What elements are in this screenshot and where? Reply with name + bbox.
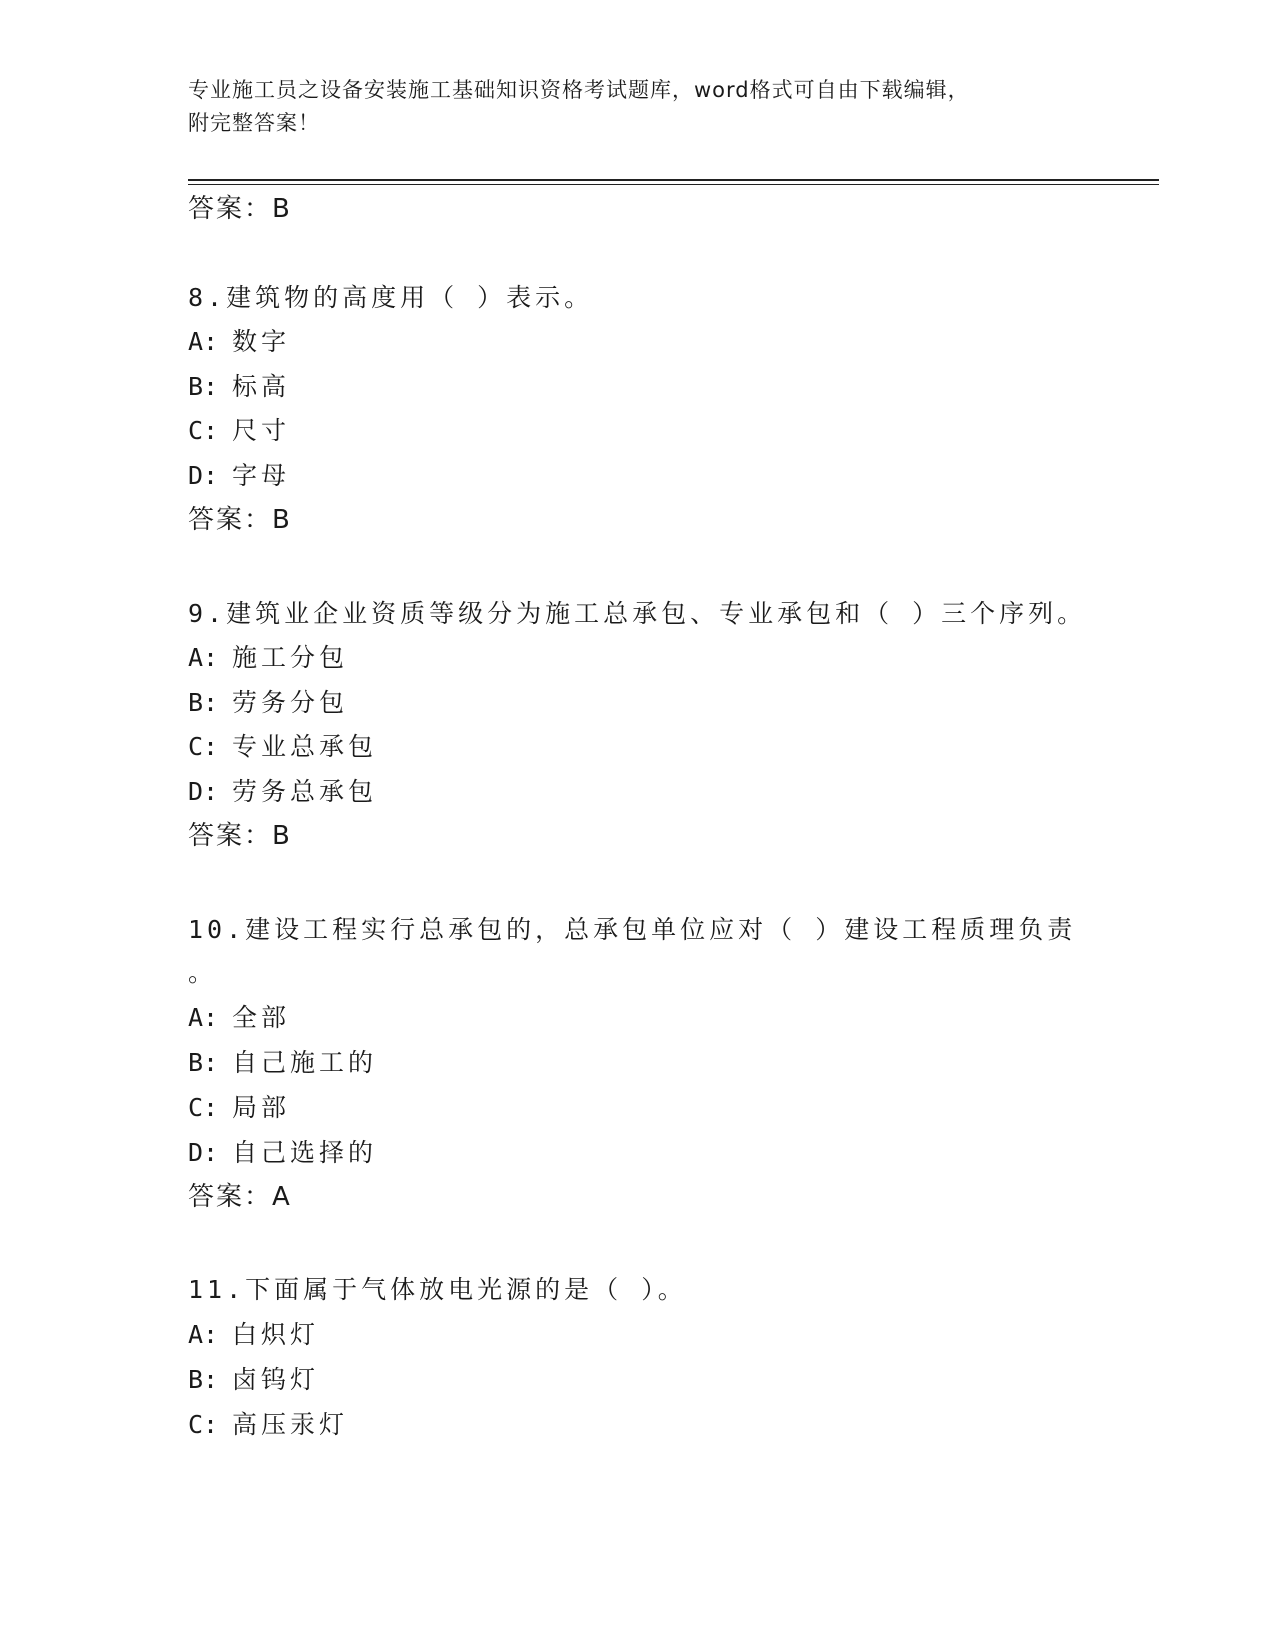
option-letter: A:: [188, 643, 219, 672]
option-letter: B:: [188, 688, 219, 717]
question-9-answer: 答案：B: [188, 821, 292, 851]
option-text: 高压汞灯: [232, 1410, 349, 1439]
header-divider-thick: [188, 179, 1159, 181]
header-line-1: 专业施工员之设备安装施工基础知识资格考试题库，word格式可自由下载编辑，: [188, 78, 970, 102]
question-8-answer: 答案：B: [188, 505, 292, 535]
question-9-option-a: [188, 643, 348, 673]
question-9-option-c: [188, 732, 377, 762]
option-letter: A:: [188, 1320, 219, 1349]
option-text: 标高: [232, 372, 291, 401]
option-text: 专业总承包: [232, 732, 378, 761]
option-text: 自己施工的: [232, 1048, 378, 1077]
question-10-option-d: [188, 1138, 377, 1168]
question-8-option-d: [188, 461, 290, 491]
question-10-option-a: [188, 1003, 290, 1033]
option-text: 施工分包: [232, 643, 349, 672]
option-text: 劳务分包: [232, 688, 349, 717]
question-9-option-d: [188, 777, 377, 807]
option-letter: A:: [188, 327, 219, 356]
option-text: 自己选择的: [232, 1138, 378, 1167]
option-text: 全部: [232, 1003, 291, 1032]
option-text: 字母: [232, 461, 291, 490]
answer-line: 答案：B: [188, 194, 292, 224]
option-letter: D:: [188, 461, 219, 490]
question-9-option-b: [188, 688, 348, 718]
option-letter: C:: [188, 1410, 219, 1439]
question-10-answer: 答案：A: [188, 1182, 292, 1212]
question-11-option-a: [188, 1320, 319, 1350]
option-text: 数字: [232, 327, 291, 356]
option-text: 卤钨灯: [232, 1365, 320, 1394]
document-header: [188, 74, 1068, 140]
option-text: 劳务总承包: [232, 777, 378, 806]
option-letter: D:: [188, 1138, 219, 1167]
option-text: 尺寸: [232, 416, 291, 445]
option-letter: C:: [188, 732, 219, 761]
question-11-option-b: [188, 1365, 319, 1395]
question-10-stem-continuation: 。: [188, 958, 218, 987]
question-8-option-b: [188, 372, 290, 402]
option-letter: B:: [188, 1048, 219, 1077]
question-8-option-a: [188, 327, 290, 357]
question-10-option-b: [188, 1048, 377, 1078]
question-8-stem: 8.建筑物的高度用（ ）表示。: [188, 283, 594, 312]
header-divider-thin: [188, 184, 1159, 185]
question-10-stem: 10.建设工程实行总承包的，总承包单位应对（ ）建设工程质理负责: [188, 915, 1077, 944]
option-text: 白炽灯: [232, 1320, 320, 1349]
header-line-2: 附完整答案！: [188, 111, 320, 135]
option-letter: C:: [188, 1093, 219, 1122]
question-11-option-c: [188, 1410, 348, 1440]
option-letter: D:: [188, 777, 219, 806]
option-letter: C:: [188, 416, 219, 445]
question-11-stem: 11.下面属于气体放电光源的是（ ）。: [188, 1275, 687, 1304]
question-8-option-c: [188, 416, 290, 446]
option-letter: A:: [188, 1003, 219, 1032]
question-9-stem: 9.建筑业企业资质等级分为施工总承包、专业承包和（ ）三个序列。: [188, 599, 1087, 628]
option-letter: B:: [188, 372, 219, 401]
question-10-option-c: [188, 1093, 290, 1123]
option-text: 局部: [232, 1093, 291, 1122]
option-letter: B:: [188, 1365, 219, 1394]
